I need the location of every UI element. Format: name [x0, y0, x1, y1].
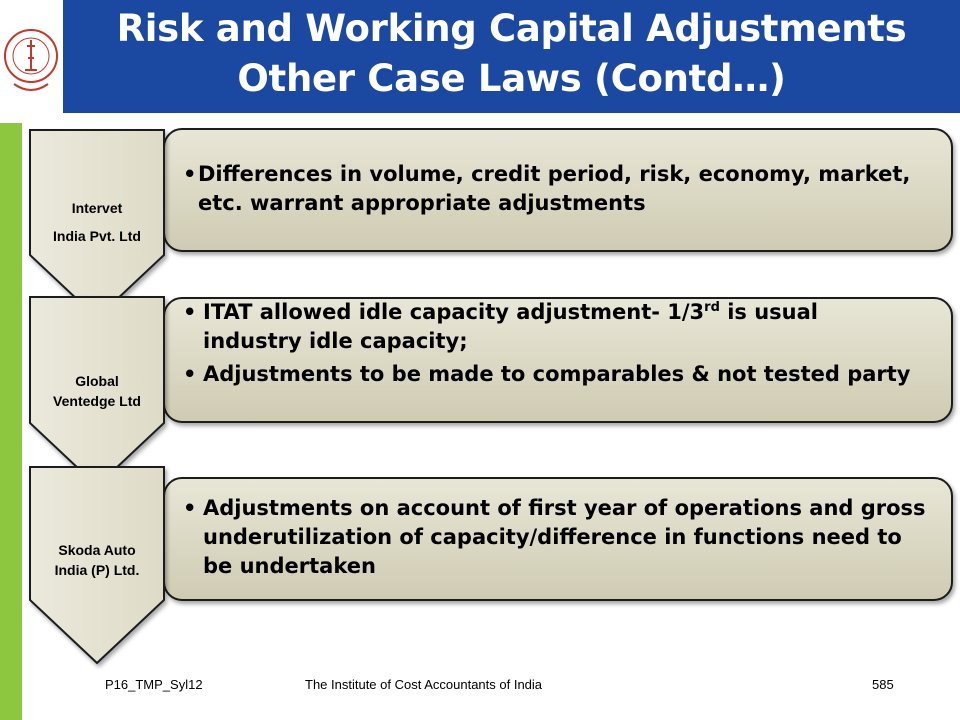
row-1-label-line-2: India Pvt. Ltd	[53, 228, 141, 244]
footer-course-code: P16_TMP_Syl12	[105, 677, 203, 692]
bullet-text-after: is usual industry idle capacity;	[203, 300, 818, 353]
bullet-item	[183, 160, 913, 218]
row-3-label-line-1: Skoda Auto	[58, 542, 136, 558]
row-3-label-line-2: India (P) Ltd.	[54, 562, 140, 578]
row-2-bullets	[183, 298, 918, 389]
row-1-label	[32, 198, 162, 246]
row-1-bullets	[183, 160, 913, 218]
bullet-text: Differences in volume, credit period, risk, economy, market, etc. warrant appropriate adjustments	[198, 162, 911, 215]
footer-page-number: 585	[872, 677, 894, 692]
row-3-label	[32, 540, 162, 580]
bullet-text: ITAT allowed idle capacity adjustment- 1/3	[203, 300, 705, 324]
slide-footer	[0, 677, 960, 697]
bullet-superscript: rd	[704, 300, 720, 315]
row-2-label-line-1: Global	[75, 373, 119, 389]
row-1-label-line-1: Intervet	[71, 200, 123, 216]
bullet-text: Adjustments on account of first year of operations and gross underutilization of capacity/difference in functions need to be undertaken	[203, 496, 926, 578]
row-2-label-line-2: Ventedge Ltd	[53, 393, 141, 409]
row-2-label	[32, 371, 162, 411]
bullet-item	[183, 494, 933, 581]
row-3-bullets	[183, 494, 933, 581]
footer-institute-name: The Institute of Cost Accountants of India	[305, 677, 543, 692]
slide-title-line-1: Risk and Working Capital Adjustments	[116, 7, 907, 50]
bullet-text: Adjustments to be made to comparables & not tested party	[203, 362, 911, 386]
bullet-item	[183, 298, 918, 356]
slide-title-line-2: Other Case Laws (Contd…)	[237, 57, 786, 100]
bullet-item	[183, 360, 918, 389]
